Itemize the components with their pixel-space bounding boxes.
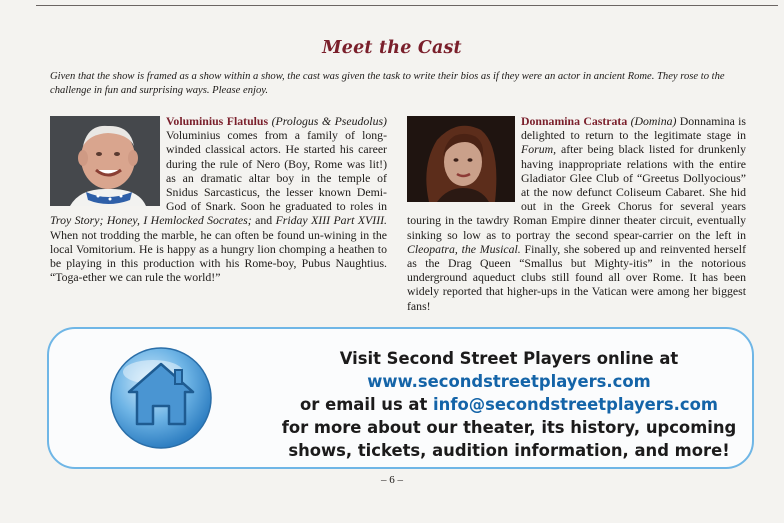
- cast-name: Voluminius Flatulus: [166, 114, 269, 128]
- promo-line-email: [279, 393, 739, 416]
- bio-italic: Cleopatra, the Musical.: [407, 241, 521, 256]
- bio-donnamina: [407, 114, 746, 313]
- promo-banner: [47, 327, 754, 469]
- cast-role: (Domina): [630, 114, 677, 128]
- promo-line-4: shows, tickets, audition information, and more!: [288, 441, 730, 460]
- page-title: Meet the Cast: [322, 38, 462, 58]
- bio-italic: Troy Story; Honey, I Hemlocked Socrates;: [50, 213, 252, 228]
- top-rule: [36, 5, 778, 6]
- intro-paragraph: Given that the show is framed as a show within a show, the cast was given the task to write their bios as if they were an actor in ancient Rome. They rose to the challenge in fun and surprising ways. Please enjoy.: [50, 71, 725, 96]
- promo-line-3: for more about our theater, its history, upcoming: [281, 418, 737, 437]
- bio-text: and: [251, 213, 276, 228]
- email-link[interactable]: info@secondstreetplayers.com: [433, 395, 718, 414]
- bio-text: When not trodding the marble, he can often be found un-wining in the local Vomitorium. He is happy as a hungry lion chomping a heathen to be playing in this production with his Rome-boy, Pubus Naughtius. “Toga-ether we can rule the world!”: [50, 227, 387, 285]
- cast-name: Donnamina Castrata: [521, 114, 628, 128]
- promo-line-1: Visit Second Street Players online at: [339, 349, 679, 368]
- cast-role: (Prologus & Pseudolus): [271, 114, 387, 128]
- page-number: – 6 –: [381, 474, 403, 486]
- promo-text: [279, 347, 739, 462]
- bio-italic: Forum,: [521, 142, 557, 157]
- headshot-voluminius: [50, 116, 160, 206]
- email-prefix: or email us at: [300, 395, 434, 414]
- bio-text: after being black listed for drunkenly having inappropriate relations with the entire Gladiator Glee Club of “Greetus Dollyocious” at the now defunct Coliseum Cabaret. She hid out in the Greek Chorus for several years touring in the tawdry Roman Empire dinner theater circuit, eventually sinking so low as to portray the second spear-carrier on the left in: [407, 142, 746, 242]
- bio-text: Donnamina is delighted to return to the legitimate stage in: [521, 114, 746, 143]
- bio-italic: Friday XIII Part XVIII.: [275, 213, 388, 228]
- bio-voluminius: [50, 114, 387, 284]
- home-icon[interactable]: [109, 346, 213, 454]
- bio-text: Finally, she sobered up and reinvented herself as the Drag Queen “Smallus but Mighty-itis” in the notorious underground aqueduct clubs still found all over Rome. It has been widely reported that higher-ups in the Vatican were among her biggest fans!: [407, 241, 746, 313]
- website-link[interactable]: www.secondstreetplayers.com: [367, 372, 651, 391]
- headshot-donnamina: [407, 116, 515, 202]
- bio-text: Voluminius comes from a family of long-winded classical actors. He started his career during the rule of Nero (Boy, Rome was lit!) as an dramatic altar boy in the temple of Snidus Sarcasticus, the lesser known Demi-God of Snark. Soon he graduated to roles in: [166, 128, 387, 214]
